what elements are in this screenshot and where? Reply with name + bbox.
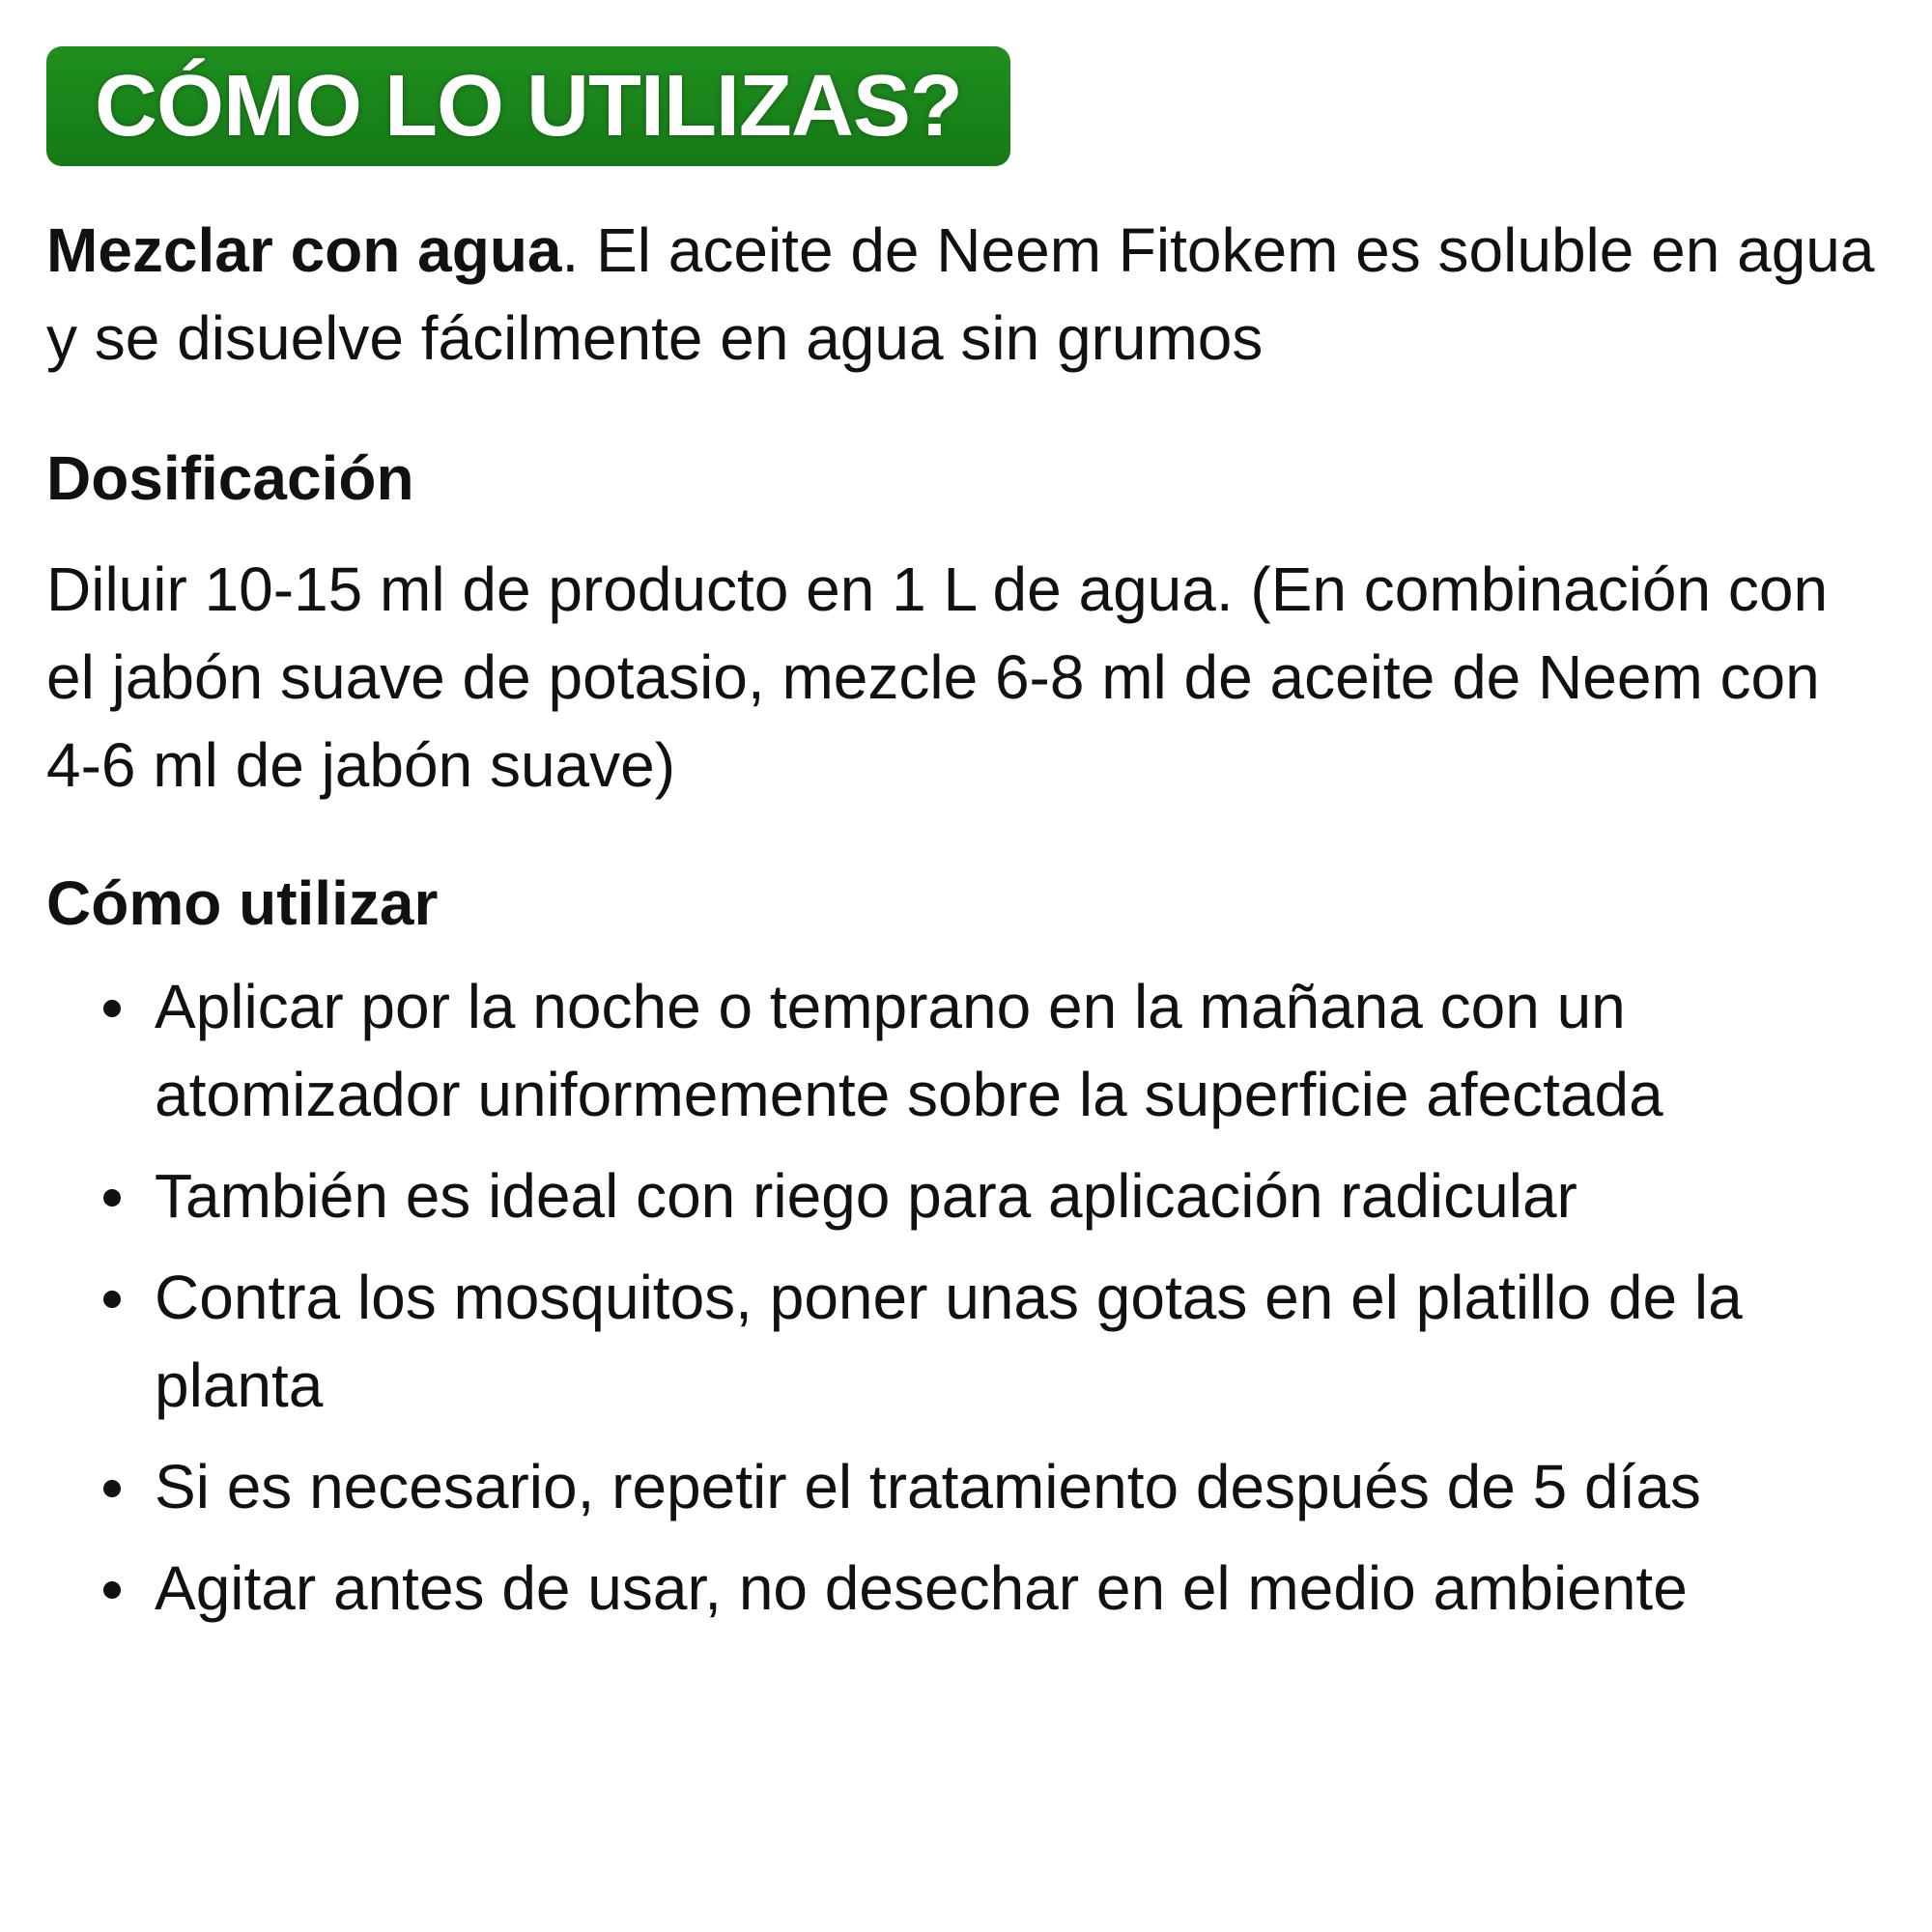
- intro-bold-lead: Mezclar con agua: [46, 215, 562, 285]
- list-item: [46, 963, 1891, 1139]
- list-item: [46, 1254, 1891, 1430]
- usage-heading: Cómo utilizar: [46, 868, 439, 938]
- intro-paragraph: [46, 207, 1891, 383]
- list-item: [46, 1545, 1891, 1633]
- banner-title: CÓMO LO UTILIZAS?: [95, 58, 962, 155]
- bullet-icon: [103, 1480, 121, 1497]
- list-item-text: Agitar antes de usar, no desechar en el medio ambiente: [155, 1553, 1688, 1623]
- list-item-text: Si es necesario, repetir el tratamiento después de 5 días: [155, 1452, 1701, 1521]
- dosage-heading: Dosificación: [46, 443, 414, 513]
- dosage-paragraph: Diluir 10-15 ml de producto en 1 L de agua. (En combinación con el jabón suave de potasio, mezcle 6-8 ml de aceite de Neem con 4-6 ml de jabón suave): [46, 554, 1829, 800]
- list-item-text: Aplicar por la noche o temprano en la mañana con un atomizador uniformemente sobre la superficie afectada: [155, 972, 1663, 1129]
- title-banner: [46, 46, 1010, 166]
- bullet-icon: [103, 1189, 121, 1207]
- instructions-content: [46, 207, 1891, 1646]
- intro-text: . El aceite de Neem Fitokem es soluble en agua y se disuelve fácilmente en agua sin grumos: [46, 215, 1875, 373]
- list-item-text: Contra los mosquitos, poner unas gotas en el platillo de la planta: [155, 1263, 1743, 1420]
- bullet-icon: [103, 1581, 121, 1599]
- list-item: [46, 1152, 1891, 1240]
- list-item: [46, 1443, 1891, 1531]
- usage-list: [46, 963, 1891, 1633]
- bullet-icon: [103, 1000, 121, 1017]
- list-item-text: También es ideal con riego para aplicación radicular: [155, 1161, 1577, 1231]
- bullet-icon: [103, 1291, 121, 1308]
